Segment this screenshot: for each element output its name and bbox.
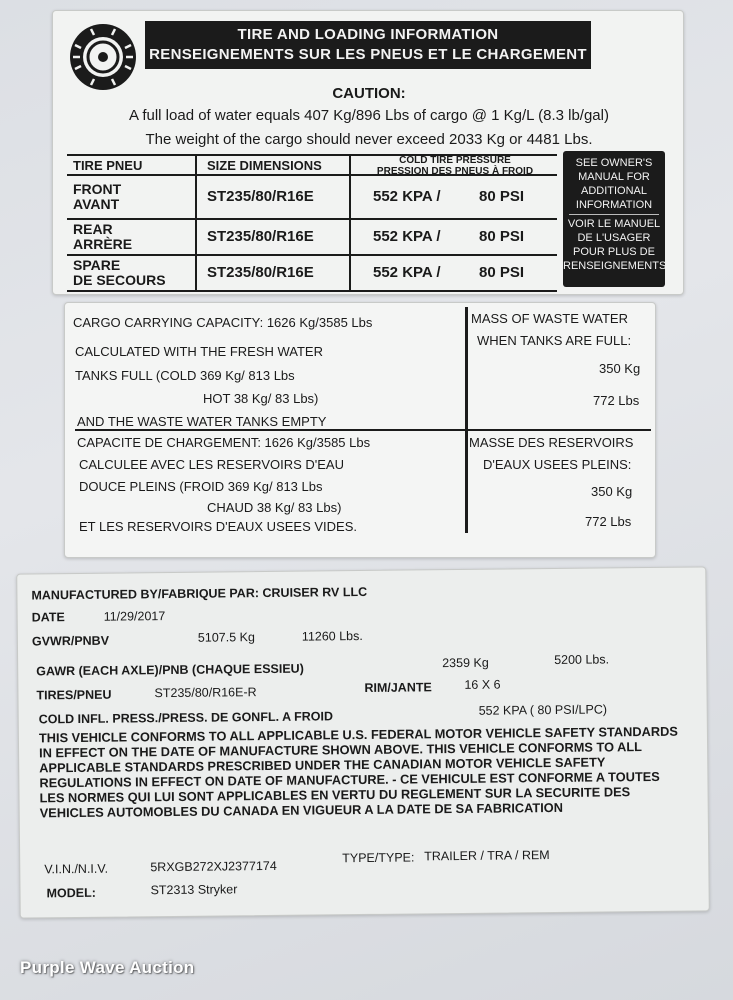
- waste-fr-title2: D'EAUX USEES PLEINS:: [483, 457, 632, 472]
- tire-row-spare-kpa: 552 KPA /: [373, 264, 441, 281]
- cargo-en-waste-empty: AND THE WASTE WATER TANKS EMPTY: [77, 414, 327, 429]
- tire-row-name-fr: DE SECOURS: [73, 272, 166, 288]
- cargo-en-fresh-cold: TANKS FULL (COLD 369 Kg/ 813 Lbs: [75, 368, 295, 383]
- cargo-en-capacity: CARGO CARRYING CAPACITY: 1626 Kg/3585 Lbs: [73, 315, 373, 330]
- header-title-en: TIRE AND LOADING INFORMATION: [237, 26, 499, 43]
- waste-fr-title1: MASSE DES RESERVOIRS: [469, 435, 634, 450]
- waste-en-kg: 350 Kg: [599, 361, 641, 376]
- owner-manual-note: [563, 151, 665, 287]
- tire-loading-label: [52, 10, 684, 295]
- tire-row-name-fr: ARRÈRE: [73, 236, 133, 252]
- tire-row-rear-size: ST235/80/R16E: [207, 228, 314, 245]
- tire-row-rear-psi: 80 PSI: [479, 228, 525, 245]
- waste-en-lbs: 772 Lbs: [593, 393, 640, 408]
- tire-pressure-table: [67, 154, 557, 292]
- gawr-kg: 2359 Kg: [442, 655, 489, 671]
- tire-row-front-size: ST235/80/R16E: [207, 188, 314, 205]
- cargo-fr-capacity: CAPACITE DE CHARGEMENT: 1626 Kg/3585 Lbs: [77, 435, 371, 450]
- model-label: MODEL:: [46, 885, 96, 901]
- cargo-fr-fresh-cold: DOUCE PLEINS (FROID 369 Kg/ 813 Lbs: [79, 479, 323, 494]
- rim-label: RIM/JANTE: [364, 680, 432, 695]
- tire-row-name-en: SPARE: [73, 257, 121, 273]
- tire-icon: [67, 21, 139, 93]
- waste-en-title2: WHEN TANKS ARE FULL:: [477, 333, 632, 348]
- owner-note-line: DE L'USAGER: [577, 232, 651, 244]
- owner-note-line: RENSEIGNEMENTS: [563, 260, 667, 272]
- cargo-fr-fresh-hot: CHAUD 38 Kg/ 83 Lbs): [207, 500, 342, 515]
- cargo-fr-waste-empty: ET LES RESERVOIRS D'EAUX USEES VIDES.: [79, 519, 357, 534]
- caution-title: CAUTION:: [332, 85, 406, 102]
- tire-row-rear-kpa: 552 KPA /: [373, 228, 441, 245]
- owner-note-line: SEE OWNER'S: [575, 157, 653, 169]
- tire-row-rear-name: [73, 222, 132, 252]
- owner-note-line: POUR PLUS DE: [573, 246, 655, 258]
- caution-cargo-text: The weight of the cargo should never exceed 2033 Kg or 4481 Lbs.: [145, 131, 593, 148]
- manufacturer-certification-label: [16, 566, 710, 918]
- tire-row-spare-size: ST235/80/R16E: [207, 264, 314, 281]
- owner-note-line: ADDITIONAL: [580, 185, 647, 197]
- gawr-lbs: 5200 Lbs.: [554, 652, 610, 667]
- cargo-en-fresh-hot: HOT 38 Kg/ 83 Lbs): [203, 391, 319, 406]
- tires-label: TIRES/PNEU: [36, 687, 112, 703]
- date-label: DATE: [31, 610, 65, 625]
- gawr-label: GAWR (EACH AXLE)/PNB (CHAQUE ESSIEU): [36, 661, 304, 679]
- tire-row-front-kpa: 552 KPA /: [373, 188, 441, 205]
- gvwr-lbs: 11260 Lbs.: [301, 628, 363, 644]
- vin-value: 5RXGB272XJ2377174: [150, 858, 277, 875]
- tire-row-spare-name: [73, 258, 166, 288]
- label-header: [145, 21, 591, 69]
- col-tire-header: TIRE PNEU: [73, 158, 143, 173]
- type-label: TYPE/TYPE:: [342, 850, 415, 866]
- type-value: TRAILER / TRA / REM: [424, 848, 550, 864]
- owner-note-line: INFORMATION: [575, 199, 653, 211]
- waste-en-title1: MASS OF WASTE WATER: [471, 311, 628, 326]
- conformity-statement: THIS VEHICLE CONFORMS TO ALL APPLICABLE U.S. FEDERAL MOTOR VEHICLE SAFETY STANDARDS IN EFFECT ON THE DATE OF MANUFACTURE SHOWN ABOVE. THIS VEHICLE CONFORMS TO ALL APPLICABLE STANDARDS PRESCRIBED UNDER THE CANADIAN MOTOR VEHICLE SAFETY REGULATIONS IN EFFECT ON DATE OF MANUFACTURE. - CE VEHICULE EST CONFORME A TOUTES LES NORMES QUI LUI SONT APPLICABLES EN VERTU DU REGLEMENT SUR LA SECURITE DES VEHICLES AUTOMOBLES DU CANADA EN VIGUEUR A LA DATE DE SA FABRICATION: [38, 723, 678, 821]
- cargo-en-calculated: CALCULATED WITH THE FRESH WATER: [75, 344, 323, 359]
- header-title-fr: RENSEIGNEMENTS SUR LES PNEUS ET LE CHARGEMENT: [149, 46, 587, 63]
- gvwr-label: GVWR/PNBV: [31, 633, 110, 649]
- cargo-fr-calculated: CALCULEE AVEC LES RESERVOIRS D'EAU: [79, 457, 344, 472]
- owner-note-line: VOIR LE MANUEL: [567, 218, 661, 230]
- tire-row-front-name: [73, 182, 121, 212]
- model-value: ST2313 Stryker: [150, 882, 238, 898]
- tire-row-spare-psi: 80 PSI: [479, 264, 525, 281]
- tire-row-name-en: REAR: [73, 221, 113, 237]
- tire-row-front-psi: 80 PSI: [479, 188, 525, 205]
- cargo-capacity-label: [64, 302, 656, 558]
- date-value: 11/29/2017: [103, 609, 166, 624]
- rim-value: 16 X 6: [464, 677, 501, 692]
- col-pressure-header: [353, 155, 557, 177]
- col-pressure-header-en: COLD TIRE PRESSURE: [399, 155, 511, 166]
- tire-row-name-fr: AVANT: [73, 196, 120, 212]
- waste-fr-lbs: 772 Lbs: [585, 514, 632, 529]
- tires-value: ST235/80/R16E-R: [154, 685, 257, 701]
- owner-note-line: MANUAL FOR: [578, 171, 650, 183]
- vin-label: V.I.N./N.I.V.: [44, 861, 109, 877]
- cold-pressure-label: COLD INFL. PRESS./PRESS. DE GONFL. A FROID: [38, 709, 334, 727]
- caution-water-text: A full load of water equals 407 Kg/896 Lbs of cargo @ 1 Kg/L (8.3 lb/gal): [129, 107, 609, 124]
- col-pressure-header-fr: PRESSION DES PNEUS À FROID: [376, 166, 534, 177]
- col-size-header: SIZE DIMENSIONS: [207, 158, 322, 173]
- manufactured-by: MANUFACTURED BY/FABRIQUE PAR: CRUISER RV LLC: [31, 584, 368, 603]
- watermark-text: Purple Wave Auction: [20, 958, 195, 977]
- cold-pressure-value: 552 KPA ( 80 PSI/LPC): [478, 702, 608, 718]
- gvwr-kg: 5107.5 Kg: [197, 630, 255, 645]
- tire-row-name-en: FRONT: [73, 181, 122, 197]
- waste-fr-kg: 350 Kg: [591, 484, 633, 499]
